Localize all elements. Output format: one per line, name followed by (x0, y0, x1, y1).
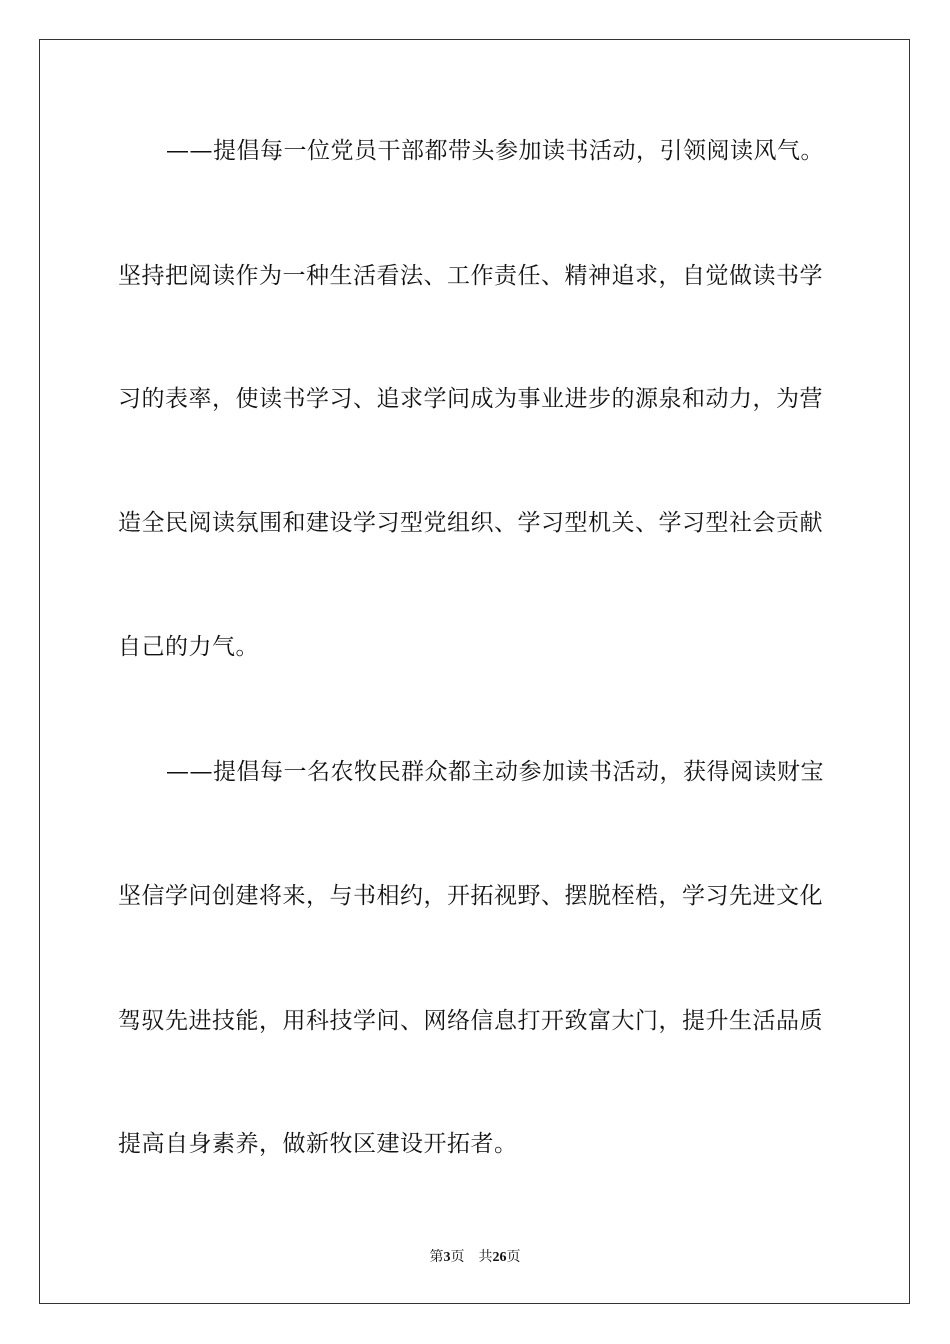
paragraph-line-3: 习的表率，使读书学习、追求学问成为事业进步的源泉和动力，为营 (118, 386, 823, 412)
page-suffix: 页 (450, 1249, 465, 1265)
total-suffix: 页 (506, 1249, 521, 1265)
paragraph-line-1: ——提倡每一位党员干部都带头参加读书活动，引领阅读风气。 (166, 138, 824, 164)
total-pages: 26 (492, 1250, 507, 1265)
paragraph-line-2: 坚持把阅读作为一种生活看法、工作责任、精神追求，自觉做读书学 (118, 263, 823, 289)
page-border (39, 39, 910, 1304)
paragraph-line-4: 造全民阅读氛围和建设学习型党组织、学习型机关、学习型社会贡献 (118, 510, 823, 536)
page-prefix: 第 (429, 1249, 444, 1265)
page-number: 3 (443, 1250, 451, 1265)
paragraph-line-5: 自己的力气。 (118, 634, 259, 660)
paragraph-line-7: 坚信学问创建将来，与书相约，开拓视野、摆脱桎梏，学习先进文化 (118, 883, 823, 909)
paragraph-line-6: ——提倡每一名农牧民群众都主动参加读书活动，获得阅读财宝 (166, 759, 824, 785)
paragraph-line-9: 提高自身素养，做新牧区建设开拓者。 (118, 1131, 518, 1157)
total-prefix: 共 (478, 1249, 493, 1265)
paragraph-line-8: 驾驭先进技能，用科技学问、网络信息打开致富大门，提升生活品质 (118, 1008, 823, 1034)
page-footer (0, 1248, 950, 1267)
